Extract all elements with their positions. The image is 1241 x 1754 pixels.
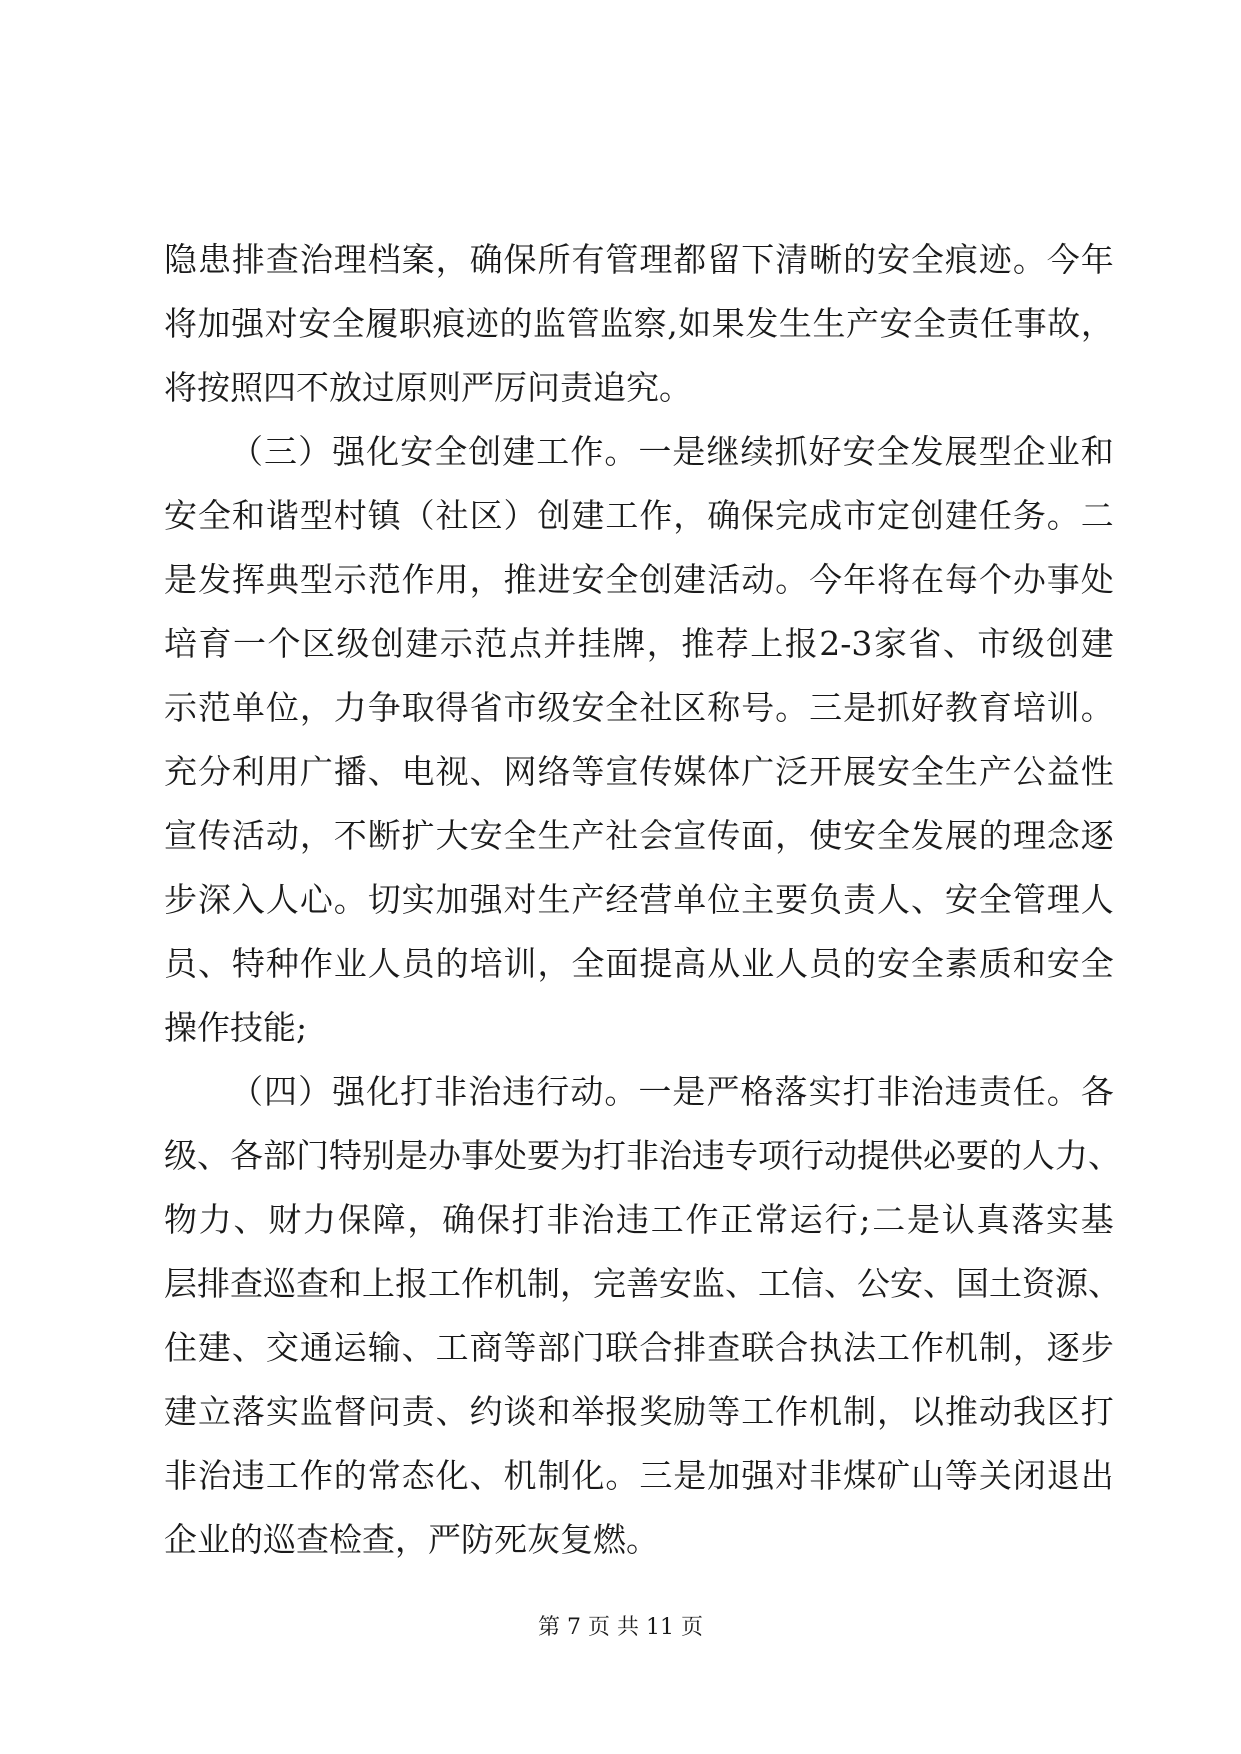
text-line: 示 范 单 位 ， 力 争 取 得 省 市 级 安 全 社 区 称 号 。 三 是 抓 好 教 育 培 训 。 (164, 688, 1114, 727)
text-line: 操作技能; (164, 1008, 308, 1047)
text-line: 将 加 强 对 安 全 履 职 痕 迹 的 监 管 监 察 , 如 果 发 生 生 产 安 全 责 任 事 故 ， (164, 304, 1114, 343)
text-line: 充 分 利 用 广 播 、 电 视 、 网 络 等 宣 传 媒 体 广 泛 开 展 安 全 生 产 公 益 性 (164, 752, 1114, 791)
text-line: 层 排 查 巡 查 和 上 报 工 作 机 制 ， 完 善 安 监 、 工 信 、 公 安 、 国 土 资 源 、 (164, 1264, 1121, 1303)
text-line: 宣 传 活 动 ， 不 断 扩 大 安 全 生 产 社 会 宣 传 面 ， 使 安 全 发 展 的 理 念 逐 (164, 816, 1114, 855)
text-line: 住 建 、 交 通 运 输 、 工 商 等 部 门 联 合 排 查 联 合 执 法 工 作 机 制 ， 逐 步 (164, 1328, 1114, 1367)
paragraph (164, 1060, 1121, 1572)
page-footer: 第 7 页 共 11 页 (538, 1615, 703, 1640)
paragraph (164, 228, 1114, 420)
text-line: 隐 患 排 查 治 理 档 案 ， 确 保 所 有 管 理 都 留 下 清 晰 的 安 全 痕 迹 。 今 年 (164, 240, 1114, 279)
text-line: 级 、 各 部 门 特 别 是 办 事 处 要 为 打 非 治 违 专 项 行 动 提 供 必 要 的 人 力 、 (164, 1136, 1121, 1175)
text-line: 安 全 和 谐 型 村 镇 （ 社 区 ） 创 建 工 作 ， 确 保 完 成 市 定 创 建 任 务 。 二 (164, 496, 1114, 535)
text-line: （ 四 ） 强 化 打 非 治 违 行 动 。 一 是 严 格 落 实 打 非 治 违 责 任 。 各 (230, 1072, 1114, 1111)
text-line: 非 治 违 工 作 的 常 态 化 、 机 制 化 。 三 是 加 强 对 非 煤 矿 山 等 关 闭 退 出 (164, 1456, 1114, 1495)
text-line: 企业的巡查检查，严防死灰复燃。 (164, 1520, 659, 1559)
document-body (164, 228, 1121, 1572)
text-line: 步 深 入 人 心 。 切 实 加 强 对 生 产 经 营 单 位 主 要 负 责 人 、 安 全 管 理 人 (164, 880, 1114, 919)
text-line: 员 、 特 种 作 业 人 员 的 培 训 ， 全 面 提 高 从 业 人 员 的 安 全 素 质 和 安 全 (164, 944, 1114, 983)
text-line: 培 育 一 个 区 级 创 建 示 范 点 并 挂 牌 ， 推 荐 上 报 2-3 家 省 、 市 级 创 建 (164, 624, 1114, 663)
text-line: 将按照四不放过原则严厉问责追究。 (164, 368, 692, 407)
text-line: 物 力 、 财 力 保 障 ， 确 保 打 非 治 违 工 作 正 常 运 行 ; 二 是 认 真 落 实 基 (164, 1200, 1114, 1239)
text-line: 是 发 挥 典 型 示 范 作 用 ， 推 进 安 全 创 建 活 动 。 今 年 将 在 每 个 办 事 处 (164, 560, 1114, 599)
text-line: 建 立 落 实 监 督 问 责 、 约 谈 和 举 报 奖 励 等 工 作 机 制 ， 以 推 动 我 区 打 (164, 1392, 1114, 1431)
text-line: （ 三 ） 强 化 安 全 创 建 工 作 。 一 是 继 续 抓 好 安 全 发 展 型 企 业 和 (230, 432, 1114, 471)
paragraph (164, 420, 1114, 1060)
